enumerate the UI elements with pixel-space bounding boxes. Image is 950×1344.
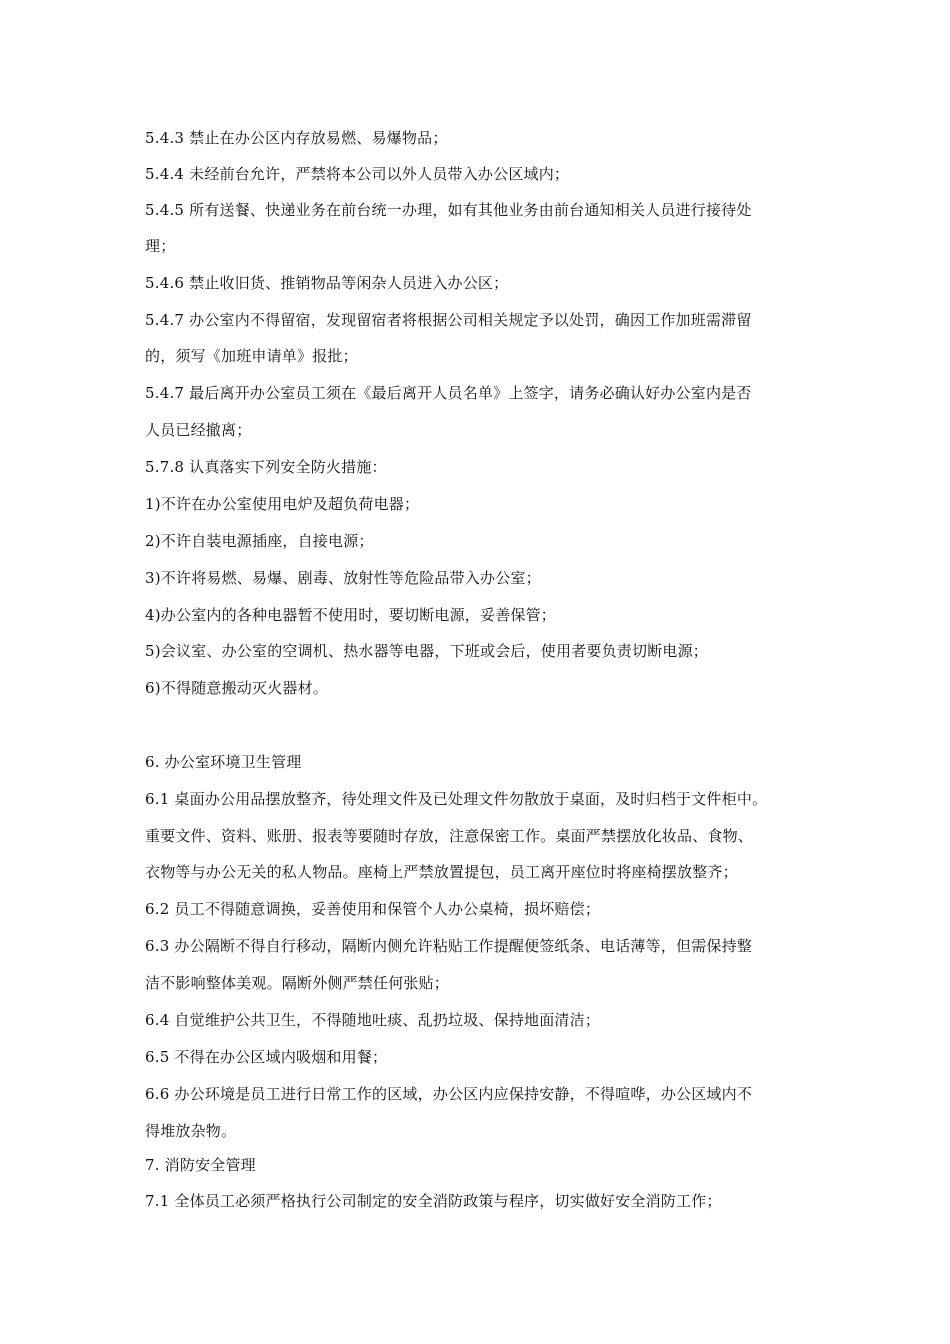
list-item-5: 5)会议室、办公室的空调机、热水器等电器，下班或会后，使用者要负责切断电源；: [145, 642, 708, 660]
section-heading-6: 6. 办公室环境卫生管理: [145, 753, 302, 771]
text-line-6-6: 6.6 办公环境是员工进行日常工作的区域，办公区内应保持安静，不得喧哗，办公区域内不: [145, 1085, 753, 1103]
text-line-5-4-7b-cont: 人员已经撤离；: [145, 421, 252, 439]
list-item-1: 1)不许在办公室使用电炉及超负荷电器；: [145, 495, 420, 513]
text-line-6-3: 6.3 办公隔断不得自行移动，隔断内侧允许粘贴工作提醒便签纸条、电话薄等，但需保持整: [145, 937, 753, 955]
text-line-5-4-7b: 5.4.7 最后离开办公室员工须在《最后离开人员名单》上签字，请务必确认好办公室内是否: [145, 384, 752, 402]
text-line-5-4-4: 5.4.4 未经前台允许，严禁将本公司以外人员带入办公区域内；: [145, 165, 570, 183]
text-line-5-4-7a: 5.4.7 办公室内不得留宿，发现留宿者将根据公司相关规定予以处罚，确因工作加班需滞留: [145, 311, 752, 329]
list-item-4: 4)办公室内的各种电器暂不使用时，要切断电源，妥善保管；: [145, 606, 556, 624]
text-line-5-4-5: 5.4.5 所有送餐、快递业务在前台统一办理，如有其他业务由前台通知相关人员进行接待处: [145, 201, 752, 219]
text-line-6-1: 6.1 桌面办公用品摆放整齐，待处理文件及已处理文件勿散放于桌面，及时归档于文件柜中。: [145, 790, 768, 808]
text-line-5-4-5-cont: 理；: [145, 237, 176, 255]
list-item-2: 2)不许自装电源插座，自接电源；: [145, 532, 374, 550]
section-heading-7: 7. 消防安全管理: [145, 1156, 256, 1174]
text-line-7-1: 7.1 全体员工必须严格执行公司制定的安全消防政策与程序，切实做好安全消防工作；: [145, 1192, 722, 1210]
text-line-5-4-6: 5.4.6 禁止收旧货、推销物品等闲杂人员进入办公区；: [145, 274, 509, 292]
list-item-3: 3)不许将易燃、易爆、剧毒、放射性等危险品带入办公室；: [145, 569, 541, 587]
text-line-6-4: 6.4 自觉维护公共卫生，不得随地吐痰、乱扔垃圾、保持地面清洁；: [145, 1011, 601, 1029]
text-line-6-5: 6.5 不得在办公区域内吸烟和用餐；: [145, 1048, 388, 1066]
text-line-6-2: 6.2 员工不得随意调换，妥善使用和保管个人办公桌椅，损坏赔偿；: [145, 900, 601, 918]
list-item-6: 6)不得随意搬动灭火器材。: [145, 679, 328, 697]
text-line-5-4-7a-cont: 的，须写《加班申请单》报批；: [145, 347, 358, 365]
text-line-6-1-cont-1: 重要文件、资料、账册、报表等要随时存放，注意保密工作。桌面严禁摆放化妆品、食物、: [145, 827, 754, 845]
text-line-6-6-cont: 得堆放杂物。: [145, 1122, 237, 1140]
text-line-6-1-cont-2: 衣物等与办公无关的私人物品。座椅上严禁放置提包，员工离开座位时将座椅摆放整齐；: [145, 863, 738, 881]
text-line-5-7-8: 5.7.8 认真落实下列安全防火措施：: [145, 458, 387, 476]
text-line-6-3-cont: 洁不影响整体美观。隔断外侧严禁任何张贴；: [145, 974, 450, 992]
text-line-5-4-3: 5.4.3 禁止在办公区内存放易燃、易爆物品；: [145, 129, 448, 147]
